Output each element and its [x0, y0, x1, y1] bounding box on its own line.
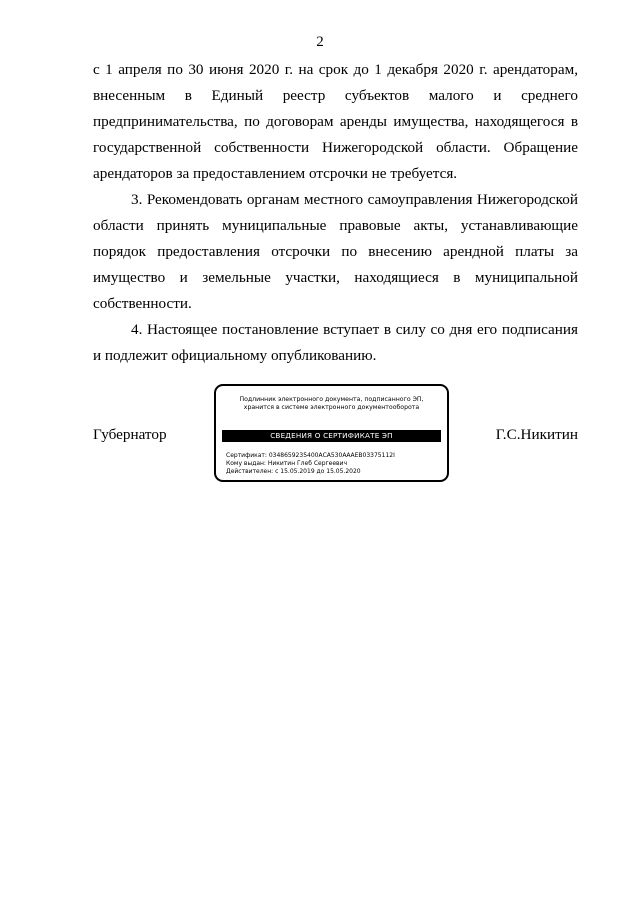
paragraph-item-3: 3. Рекомендовать органам местного самоуправления Нижегородской области принять муниципальные правовые акты, устанавливающие порядок предоставления отсрочки по внесению арендной платы за имущество и земельные участки, находящиеся в муниципальной собственности. [93, 191, 578, 312]
page-number: 2 [316, 34, 324, 50]
electronic-signature-stamp [214, 384, 449, 482]
stamp-note-line: Подлинник электронного документа, подписанного ЭП, [239, 396, 424, 403]
document-body [93, 57, 578, 369]
stamp-issued-to: Кому выдан: Никитин Глеб Сергеевич [226, 460, 348, 467]
paragraph-continuation: с 1 апреля по 30 июня 2020 г. на срок до 1 декабря 2020 г. арендаторам, внесенным в Единый реестр субъектов малого и среднего предпринимательства, по договорам аренды имущества, находящегося в государственной собственности Нижегородской области. Обращение арендаторов за предоставлением отсрочки не требуется. [93, 61, 578, 182]
stamp-header: СВЕДЕНИЯ О СЕРТИФИКАТЕ ЭП [222, 430, 441, 442]
signer-title: Губернатор [93, 426, 167, 443]
signer-name: Г.С.Никитин [495, 426, 578, 443]
stamp-note-line: хранится в системе электронного документооборота [243, 404, 420, 411]
stamp-validity: Действителен: с 15.05.2019 до 15.05.2020 [226, 468, 361, 475]
stamp-certificate: Сертификат: 0348659235400АСА530АААЕВ03375112I [226, 452, 395, 459]
signature-block [0, 384, 640, 489]
stamp-details [226, 452, 441, 476]
paragraph-item-4: 4. Настоящее постановление вступает в силу со дня его подписания и подлежит официальному опубликованию. [93, 321, 578, 364]
stamp-note [222, 396, 441, 412]
